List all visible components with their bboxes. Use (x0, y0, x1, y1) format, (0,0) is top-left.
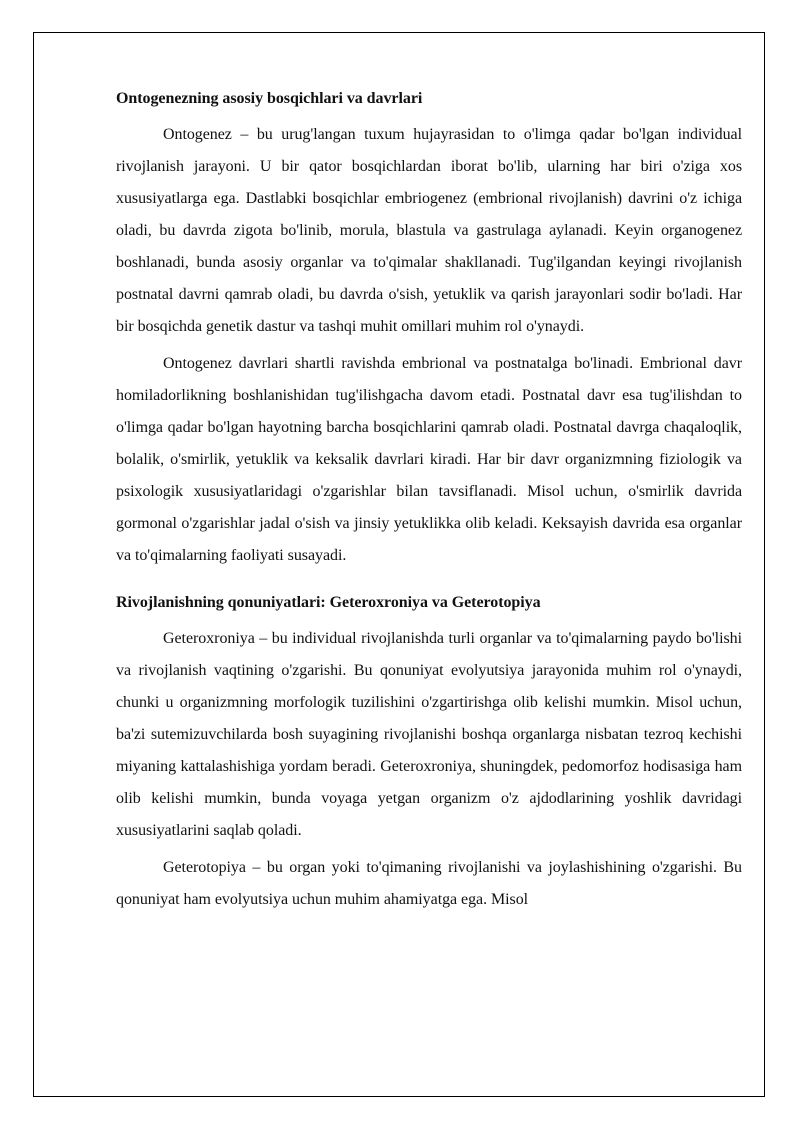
paragraph-heterotopy: Geterotopiya – bu organ yoki to'qimaning rivojlanishi va joylashishining o'zgarishi. Bu qonuniyat ham evolyutsiya uchun muhim ahamiyatga ega. Misol (116, 859, 742, 908)
paragraph-heterochrony: Geteroxroniya – bu individual rivojlanishda turli organlar va to'qimalarning paydo bo'lishi va rivojlanish vaqtining o'zgarishi. Bu qonuniyat evolyutsiya jarayonida muhim rol o'ynaydi, chunki u organizmning morfologik tuzilishini o'zgartirishga olib kelishi mumkin. Misol uchun, ba'zi sutemizuvchilarda bosh suyagining rivojlanishi boshqa organlarga nisbatan tezroq kechishi miyaning kattalashishiga yordam beradi. Geteroxroniya, shuningdek, pedomorfoz hodisasiga ham olib kelishi mumkin, bunda voyaga yetgan organizm o'z ajdodlarining yoshlik davridagi xususiyatlarini saqlab qoladi. (116, 630, 742, 839)
paragraph-ontogenesis-definition: Ontogenez – bu urug'langan tuxum hujayrasidan to o'limga qadar bo'lgan individual rivojlanish jarayoni. U bir qator bosqichlardan iborat bo'lib, ularning har biri o'ziga xos xususiyatlarga ega. Dastlabki bosqichlar embriogenez (embrional rivojlanish) davrini o'z ichiga oladi, bu davrda zigota bo'linib, morula, blastula va gastrulaga aylanadi. Keyin organogenez boshlanadi, bunda asosiy organlar va to'qimalar shakllanadi. Tug'ilgandan keyingi rivojlanish postnatal davrni qamrab oladi, bu davrda o'sish, yetuklik va qarish jarayonlari sodir bo'ladi. Har bir bosqichda genetik dastur va tashqi muhit omillari muhim rol o'ynaydi. (116, 126, 742, 335)
document-body (116, 84, 742, 921)
section-heading-ontogenesis: Ontogenezning asosiy bosqichlari va davrlari (116, 90, 423, 107)
paragraph-ontogenesis-periods: Ontogenez davrlari shartli ravishda embrional va postnatalga bo'linadi. Embrional davr homiladorlikning boshlanishidan tug'ilishgacha davom etadi. Postnatal davr esa tug'ilishdan to o'limga qadar bo'lgan hayotning barcha bosqichlarini qamrab oladi. Postnatal davrga chaqaloqlik, bolalik, o'smirlik, yetuklik va keksalik davrlari kiradi. Har bir davr organizmning fiziologik va psixologik xususiyatlaridagi o'zgarishlar bilan tavsiflanadi. Misol uchun, o'smirlik davrida gormonal o'zgarishlar jadal o'sish va jinsiy yetuklikka olib keladi. Keksayish davrida esa organlar va to'qimalarning faoliyati susayadi. (116, 355, 742, 564)
section-heading-development-laws: Rivojlanishning qonuniyatlari: Geteroxroniya va Geterotopiya (116, 594, 541, 611)
